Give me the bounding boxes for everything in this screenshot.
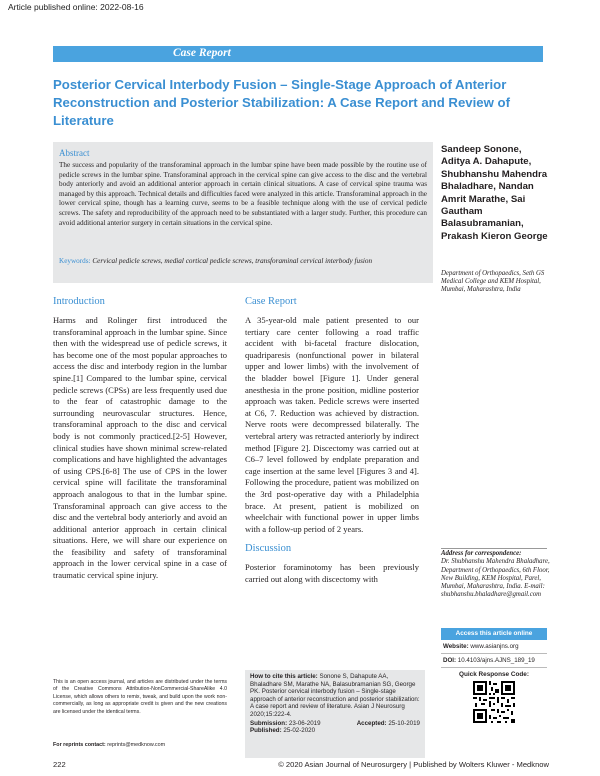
reprints-email[interactable]: reprints@medknow.com xyxy=(107,742,166,748)
correspondence-heading: Address for correspondence: xyxy=(441,550,522,557)
citation-text: Sonone S, Dahapute AA, Bhaladhare SM, Marathe NA, Balasubramanian SG, George PK. Posterior cervical interbody fusion – Single-stage approach of anterior reconstruction and posterior stabilization: A case report and review of literature. Asian J Neurosurg 2020;15:222-4. xyxy=(250,673,420,718)
introduction-text: Harms and Rolinger first introduced the transforaminal approach in the lumbar spine. Since then with the widespread use of pedicle screws, it has become one of the most popular approaches to access the disc and interbody region in the lumbar spine.[1] Compared to the lumbar spine, cervical pedicle screws (CPSs) are less frequently used due to the fear of catastrophic damage to the surrounding neurovascular structures. Hence, transforaminal approach to the disc and cervical body is not commonly practiced.[2-5] However, clinical studies have shown minimal screw-related complications and have highlighted the advantages of using CPS.[6-8] The use of CPS in the lower cervical spine will facilitate the transforaminal approach analogous to that in the lumbar spine. Transforaminal approach can give access to the disc and the vertebral body anteriorly and avoid an additional anterior approach in certain clinical situations. Here, we will share our experience on the feasibility and safety of transforaminal approach in the lower cervical spine in a case of traumatic cervical spine injury. xyxy=(53,315,227,581)
published-row xyxy=(250,727,420,735)
doi-row xyxy=(441,654,547,668)
accepted-date: 25-10-2019 xyxy=(388,719,420,727)
left-column xyxy=(53,296,227,582)
published-label: Published: xyxy=(250,727,282,735)
section-label: Case Report xyxy=(173,47,231,59)
doi-label: DOI: xyxy=(443,657,457,664)
page-number: 222 xyxy=(53,760,66,769)
publication-date-line: Article published online: 2022-08-16 xyxy=(8,2,144,12)
keywords-label: Keywords: xyxy=(59,257,91,265)
website-label: Website: xyxy=(443,643,469,650)
published-date: 25-02-2020 xyxy=(283,727,316,735)
footer-text: © 2020 Asian Journal of Neurosurgery | Published by Wolters Kluwer - Medknow xyxy=(278,760,549,769)
discussion-heading: Discussion xyxy=(245,543,292,555)
case-report-heading: Case Report xyxy=(245,296,297,307)
doi-value[interactable]: 10.4103/ajns.AJNS_189_19 xyxy=(457,657,535,664)
dates-row xyxy=(250,720,420,728)
affiliation: Department of Orthopaedics, Seth GS Medical College and KEM Hospital, Mumbai, Maharashtra, India xyxy=(441,270,545,294)
website-link[interactable]: www.asianjns.org xyxy=(470,643,519,650)
case-report-text: A 35-year-old male patient presented to our tertiary care center following a road traffic accident with bi-facetal fracture dislocation, quadriparesis (nonfunctional power in bilateral upper and lower limbs) with the involvement of the bladder bowel [Figure 1]. Under general anesthesia in the prone position, midline posterior approach was taken. Pedicle screws were inserted at C6, 7. Reduction was achieved by distraction. Nerve roots were decompressed bilaterally. The vertebral artery was retracted anteriorly by indirect method [Figure 2]. Discectomy was carried out at C6–7 level followed by endplate preparation and cage insertion at the same level [Figures 3 and 4]. Following the procedure, patient was mobilized on the 3rd post-operative day with a Philadelphia brace. At present, patient is mobilized on wheelchair with functional power in upper limbs with a follow-up period of 2 years. xyxy=(245,315,419,534)
keywords xyxy=(53,255,433,283)
abstract-text: The success and popularity of the transforaminal approach in the lumbar spine have been made possible by the routine use of pedicle screws in the lumbar spine. Transforaminal approach in the cervical spine can give access to the disc and the vertebral body anteriorly and avoid an additional anterior approach in certain clinical situations. A case of cervical spine trauma was managed by this approach. Technical details and difficulties faced were analyzed in this article. Transforaminal approach in the lower cervical spine, though has a learning curve, seems to be a feasible technique along with the use of cervical pedicle screws. The safety and reproducibility of the approach need to be substantiated with a larger study. Further, this procedure can avoid additional anterior surgery in certain situations in the cervical spine. xyxy=(59,161,427,227)
citation-box xyxy=(245,670,425,758)
right-column xyxy=(245,296,419,585)
discussion-text: Posterior foraminotomy has been previously carried out along with discectomy with xyxy=(245,562,419,584)
access-box xyxy=(441,628,547,723)
accepted-label: Accepted: xyxy=(356,719,387,727)
qr-code-icon[interactable] xyxy=(473,681,515,723)
keywords-text: Cervical pedicle screws, medial cortical pedicle screws, transforaminal cervical interbody fusion xyxy=(92,257,373,265)
citation-label: How to cite this article: xyxy=(250,673,318,680)
website-row xyxy=(441,640,547,654)
access-heading: Access this article online xyxy=(441,628,547,640)
reprints-label: For reprints contact: xyxy=(53,742,106,748)
divider xyxy=(441,548,547,549)
qr-label: Quick Response Code: xyxy=(459,671,529,678)
submission-label: Submission: xyxy=(250,719,288,727)
article-title: Posterior Cervical Interbody Fusion – Single-Stage Approach of Anterior Reconstruction and Posterior Stabilization: A Case Report and Review of Literature xyxy=(53,77,510,128)
correspondence xyxy=(441,550,551,600)
reprints-contact xyxy=(53,742,165,748)
submission-date: 23-06-2019 xyxy=(288,719,321,727)
author-list: Sandeep Sonone, Aditya A. Dahapute, Shubhanshu Mahendra Bhaladhare, Nandan Amrit Marathe, Sai Gautham Balasubramanian, Prakash Kieron George xyxy=(441,144,548,242)
abstract-heading: Abstract xyxy=(59,148,90,158)
introduction-heading: Introduction xyxy=(53,296,105,307)
correspondence-text: Dr. Shubhanshu Mahendra Bhaladhare, Department of Orthopaedics, 6th Floor, New Building, KEM Hospital, Parel, Mumbai, Maharashtra, India. E-mail: shubhanshu.bhaladhare@gmail.com xyxy=(441,558,550,599)
license-notice: This is an open access journal, and articles are distributed under the terms of the Creative Commons Attribution-NonCommercial-ShareAlike 4.0 License, which allows others to remix, tweak, and build upon the work non-commercially, as long as appropriate credit is given and the new creations are licensed under the identical terms. xyxy=(53,679,227,715)
section-band xyxy=(53,46,543,62)
